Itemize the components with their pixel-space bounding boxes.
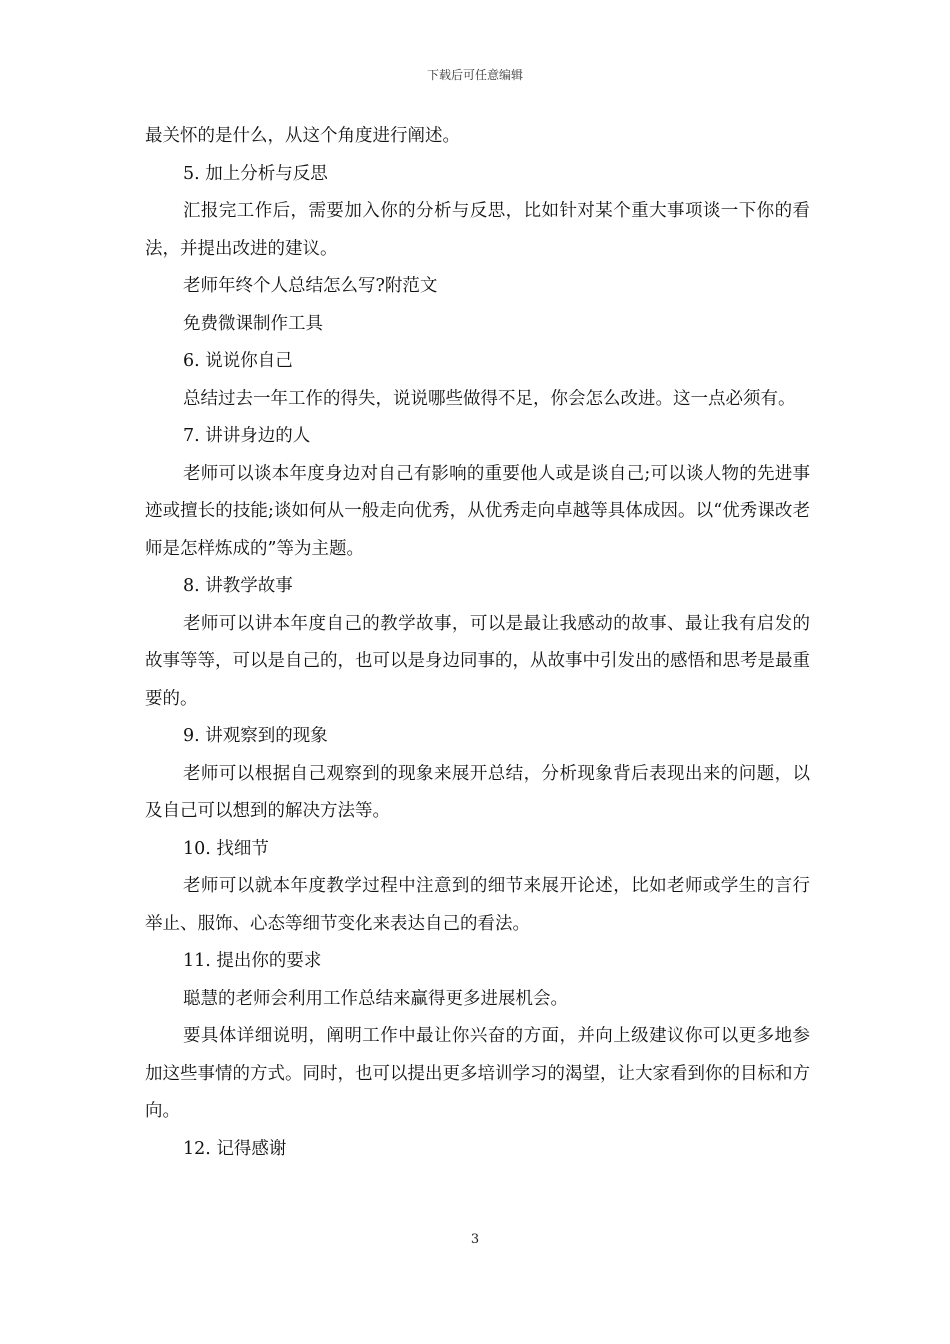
paragraph: 总结过去一年工作的得失，说说哪些做得不足，你会怎么改进。这一点必须有。: [183, 388, 796, 409]
page-number: 3: [470, 1232, 480, 1247]
section-heading-8: 8. 讲教学故事: [183, 576, 293, 596]
section-heading-9: 9. 讲观察到的现象: [183, 726, 328, 746]
paragraph: 要具体详细说明，阐明工作中最让你兴奋的方面，并向上级建议你可以更多地参加这些事情的方式。同时，也可以提出更多培训学习的渴望，让大家看到你的目标和方向。: [145, 1026, 810, 1121]
section-heading-6: 6. 说说你自己: [183, 351, 293, 371]
section-heading-5: 5. 加上分析与反思: [183, 163, 328, 184]
section-heading-7: 7. 讲讲身边的人: [183, 426, 311, 446]
inline-link-title: 老师年终个人总结怎么写?附范文: [183, 276, 438, 296]
paragraph: 聪慧的老师会利用工作总结来赢得更多进展机会。: [183, 988, 568, 1009]
inline-link-title: 免费微课制作工具: [183, 313, 323, 334]
paragraph: 老师可以谈本年度身边对自己有影响的重要他人或是谈自己;可以谈人物的先进事迹或擅长的技能;谈如何从一般走向优秀，从优秀走向卓越等具体成因。以“优秀课改老师是怎样炼成的”等为主题。: [145, 463, 810, 559]
paragraph: 老师可以讲本年度自己的教学故事，可以是最让我感动的故事、最让我有启发的故事等等，可以是自己的，也可以是身边同事的，从故事中引发出的感悟和思考是最重要的。: [145, 613, 810, 709]
document-body: [145, 118, 810, 1168]
paragraph: 老师可以就本年度教学过程中注意到的细节来展开论述，比如老师或学生的言行举止、服饰、心态等细节变化来表达自己的看法。: [145, 876, 810, 934]
section-heading-11: 11. 提出你的要求: [183, 951, 322, 971]
page-header: 下载后可任意编辑: [426, 68, 523, 82]
section-heading-10: 10. 找细节: [183, 838, 269, 859]
paragraph: 汇报完工作后，需要加入你的分析与反思，比如针对某个重大事项谈一下你的看法，并提出改进的建议。: [145, 201, 810, 259]
paragraph-continuation: 最关怀的是什么，从这个角度进行阐述。: [145, 126, 460, 146]
paragraph: 老师可以根据自己观察到的现象来展开总结，分析现象背后表现出来的问题，以及自己可以想到的解决方法等。: [145, 763, 810, 821]
section-heading-12: 12. 记得感谢: [183, 1138, 287, 1159]
